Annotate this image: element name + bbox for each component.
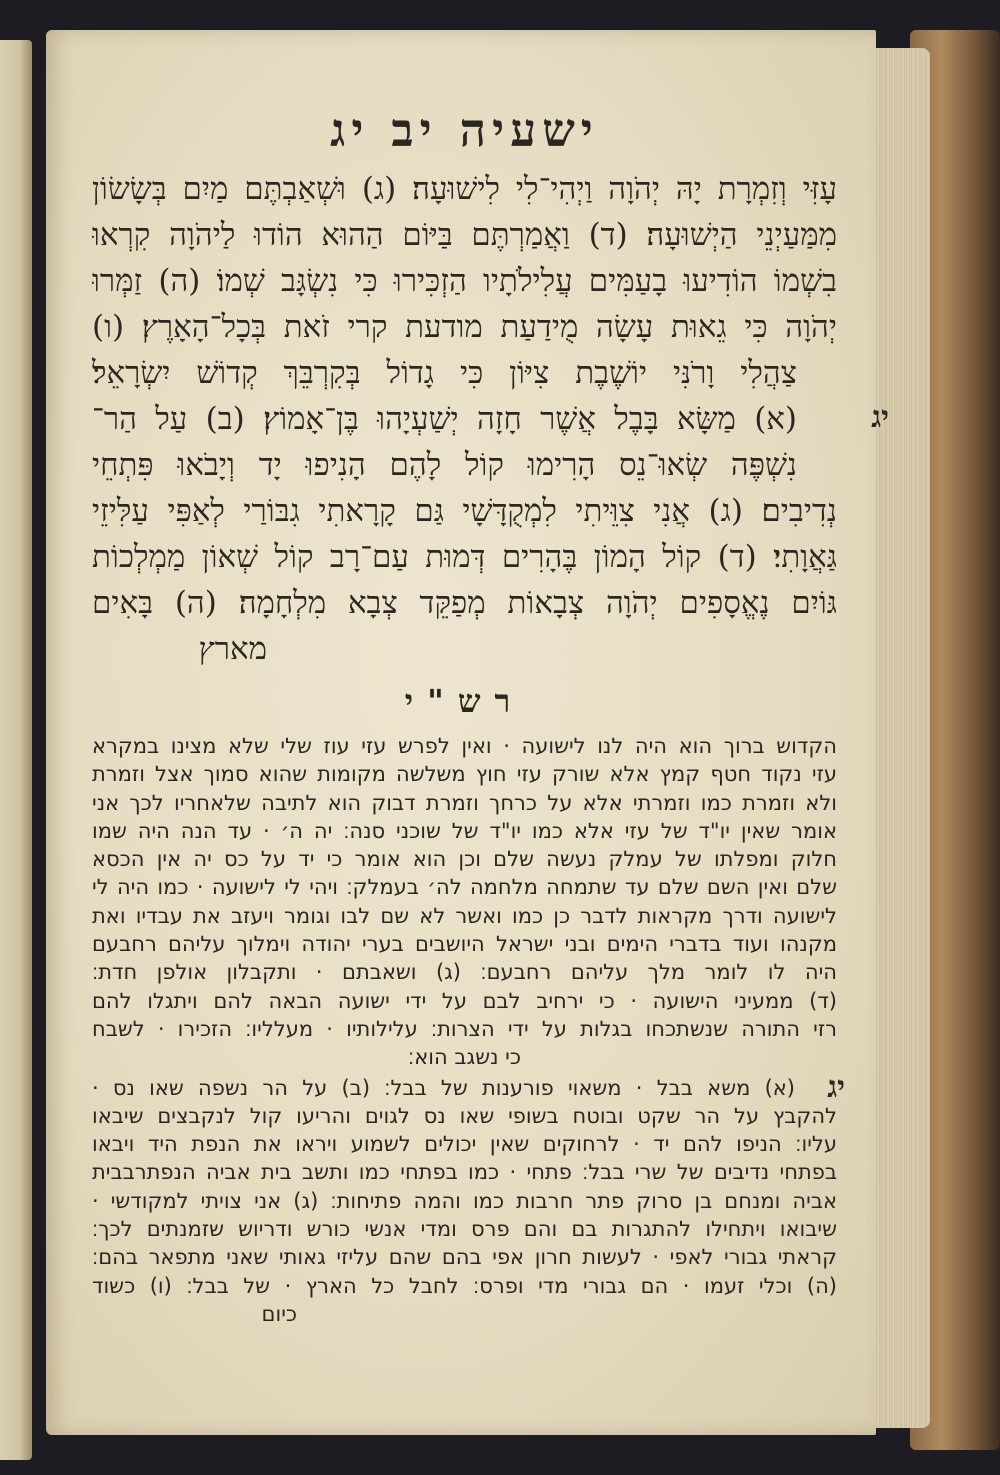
- rashi-chapter-number: יג: [827, 1069, 845, 1105]
- rashi-line: שלם ואין השם שלם עד שתמחה מלחמה לה׳ בעמלק׃ ויהי לי לישועה · כמו היה לי: [92, 875, 837, 900]
- running-head: ישעיה יב יג: [330, 103, 599, 157]
- rashi-line: אביה ומנחם בן סרוק פתר חרבות כמו והמה פתיחות׃ (ג) אני צויתי למקודשי ·: [92, 1188, 837, 1213]
- rashi-line: כי נשגב הוא׃: [408, 1045, 521, 1070]
- rashi-line: בפתחי נדיבים של שרי בבל׃ פתחי · כמו בפתחי כמו ותשב בית אביה הנפתרבבית: [92, 1160, 837, 1185]
- previous-page-edge: [0, 40, 32, 1460]
- bible-text-block: [92, 166, 889, 672]
- bible-line: עָזִּי וְזִמְרָת יָהּ יְהֹוָה וַיְהִי־לִי לִישׁוּעָה׃ (ג) וּשְׁאַבְתֶּם מַיִם בְּשָׂשׂוֹן: [92, 171, 837, 207]
- rashi-line: (א) משא בבל · משאוי פורענות של בבל׃ (ב) על הר נשפה שאו נס ·: [92, 1075, 795, 1100]
- bible-line: צַהֲלִי וָרֹנִּי יוֹשֶׁבֶת צִיּוֹן כִּי גָדוֹל בְּקִרְבֵּךְ קְדוֹשׁ יִשְׂרָאֵל׃: [92, 355, 797, 391]
- rashi-title: רש"י: [404, 682, 525, 720]
- bible-line: יְהֹוָה כִּי גֵאוּת עָשָׂה מֻידַעַת מודעת קרי זֹאת בְּכָל־הָאָרֶץ׃ (ו): [92, 309, 837, 345]
- rashi-line: רזי התורה שנשתכחו בגלות על ידי הצרות׃ עלילותיו · מעלליו׃ הזכירו · לשבח: [92, 1016, 837, 1041]
- bible-line: נִשְׁפֶּה שְׂאוּ־נֵס הָרִימוּ קוֹל לָהֶם הָנִיפוּ יָד וְיָבֹאוּ פִּתְחֵי: [92, 447, 797, 483]
- rashi-line: ולא וזמרת כמו וזמרתי אלא על כרחך וזמרת דבוק הוא לתיבה שלאחריו לכך אני: [92, 790, 837, 815]
- rashi-line: עליו׃ הניפו להם יד · לרחוקים שאין יכולים לשמוע ויראו את הנפת היד ויבאו: [92, 1132, 837, 1157]
- rashi-commentary-ch13-cont: [92, 1102, 837, 1328]
- rashi-catchword: כיום: [261, 1301, 297, 1326]
- page-content: [92, 100, 889, 1328]
- chapter-number: יג: [871, 400, 889, 435]
- rashi-line: קראתי גבורי לאפי · לעשות חרון אפי בהם שהם עליזי גאותי שאני מתפאר בהם׃: [92, 1245, 837, 1270]
- rashi-line: חלוק ומפלתו של עמלק נעשה שלם וכן הוא אומר כי יד על כס יה אין הכסא: [92, 847, 837, 872]
- rashi-line: מקנהו ועוד בדברי הימים ובני ישראל היושבים בערי יהודה וימלוך עליהם רחבעם: [92, 932, 837, 957]
- bible-line: גַּאֲוָתִי׃ (ד) קוֹל הָמוֹן בֶּהָרִים דְּמוּת עַם־רָב קוֹל שְׁאוֹן מַמְלְכוֹת: [92, 539, 837, 575]
- rashi-line: שיבואו ויתחילו להתגרות בם והם פרס ומדי אנשי כורש ודריוש שזמנתים לכך׃: [92, 1217, 837, 1242]
- rashi-line: אומר שאין יו"ד של עזי אלא כמו יו"ד של שוכני סנה׃ יה ה׳ · עד הנה היה שמו: [92, 818, 837, 843]
- rashi-line: לישועה ודרך מקראות לדבר כן כמו ואשר לא שם לבו וגומר ויעזב את עבדיו ואת: [92, 903, 837, 928]
- bible-line: (א) מַשָּׂא בָּבֶל אֲשֶׁר חָזָה יְשַׁעְיָהוּ בֶּן־אָמוֹץ׃ (ב) עַל הַר־: [92, 401, 797, 437]
- rashi-line: עזי נקוד חטף קמץ אלא שורק עזי חוץ משלשה מקומות שהוא סמוך אצל וזמרת: [92, 762, 837, 787]
- rashi-commentary-ch13: [92, 1069, 845, 1105]
- rashi-line: (ה) וכלי זעמו · הם גבורי מדי ופרס׃ לחבל כל הארץ · של בבל׃ (ו) כשוד: [92, 1273, 837, 1298]
- rashi-commentary-ch12: [92, 732, 837, 1072]
- bible-line: נְדִיבִים׃ (ג) אֲנִי צִוֵּיתִי לִמְקֻדָּשָׁי גַּם קָרָאתִי גִבּוֹרַי לְאַפִּי עַלִּיזֵי: [92, 493, 837, 529]
- rashi-line: היה לו לומר מלך עליהם רחבעם׃ (ג) ושאבתם · ותקבלון אולפן חדת׃: [92, 960, 837, 985]
- bible-line: מִמַּעַיְנֵי הַיְשׁוּעָה׃ (ד) וַאֲמַרְתֶּם בַּיּוֹם הַהוּא הוֹדוּ לַיהֹוָה קִרְאוּ: [92, 217, 837, 253]
- rashi-line: (ד) ממעיני הישועה · כי ירחיב לבם על ידי ישועה הבאה להם ויתגלו להם: [92, 988, 837, 1013]
- bible-line: בִשְׁמוֹ הוֹדִיעוּ בָעַמִּים עֲלִילֹתָיו הַזְכִּירוּ כִּי נִשְׂגָּב שְׁמוֹ׃ (ה) זַמְּרוּ: [92, 263, 837, 299]
- bible-catchword: מארץ: [198, 631, 267, 667]
- chapter-start-row: [92, 396, 889, 442]
- rashi-line: הקדוש ברוך הוא היה לנו לישועה · ואין לפרש עזי עוז שלי שלא מצינו במקרא: [92, 734, 837, 758]
- bible-line: גּוֹיִם נֶאֱסָפִים יְהֹוָה צְבָאוֹת מְפַקֵּד צְבָא מִלְחָמָה׃ (ה) בָּאִים: [92, 585, 837, 621]
- rashi-line: להקבץ על הר שקט ובוטח בשופי שאו נס לגוים והריעו קול לנקבצים שיבאו: [92, 1103, 837, 1128]
